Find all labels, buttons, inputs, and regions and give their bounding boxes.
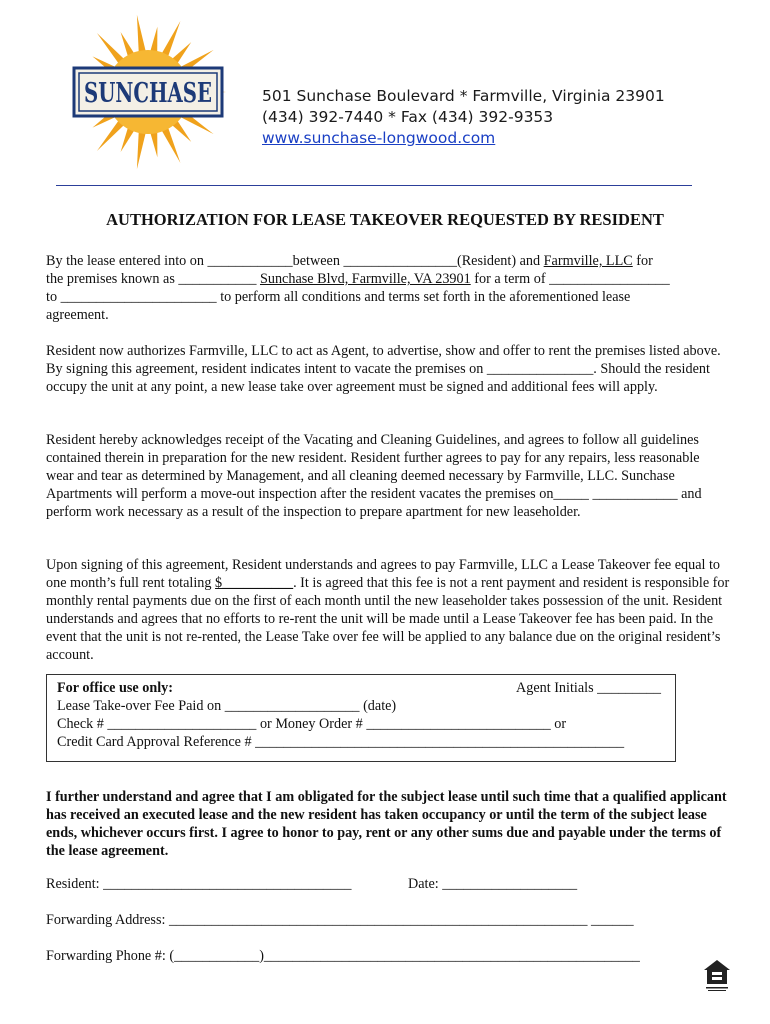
website-link[interactable]: www.sunchase-longwood.com <box>262 129 496 147</box>
sunchase-logo <box>68 12 228 172</box>
sun-ray <box>161 21 180 57</box>
vacating-guidelines-paragraph: Resident hereby acknowledges receipt of the Vacating and Cleaning Guidelines, and agrees to follow all guidelines contained therein in preparation for the new resident. Resident further agrees to pay for any repairs, less reasonable wear and tear as determined by Management, and all cleaning deemed necessary by Farmville, LLC. Sunchase Apartments will perform a move-out inspection after the resident vacates the premises on_____ ____________ and perform work necessary as a result of the inspection to prepare apartment for new leaseholder. <box>46 432 702 520</box>
para1-line2: the premises known as ___________ <box>46 271 260 287</box>
para1-line4: agreement. <box>46 307 109 323</box>
sun-ray <box>137 131 146 169</box>
credit-card-reference-field: Credit Card Approval Reference # ____________________________________________________ <box>57 734 625 750</box>
rent-amount-field: $__________ <box>215 575 294 591</box>
sun-ray <box>97 33 125 64</box>
office-use-box <box>46 674 676 762</box>
logo-text: SUNCHASE <box>84 78 212 109</box>
forwarding-address-field: Forwarding Address: ___________________________________________________________ ______ <box>46 912 634 928</box>
date-field: Date: ___________________ <box>408 876 578 892</box>
landlord-name: Farmville, LLC <box>543 253 633 269</box>
fee-paid-field: Lease Take-over Fee Paid on ___________________ (date) <box>57 698 397 714</box>
resident-signature-field: Resident: ___________________________________ <box>46 876 352 892</box>
sun-ray <box>150 131 157 157</box>
sun-ray <box>137 15 146 53</box>
para1-line1-end: for <box>632 253 653 269</box>
obligation-paragraph: I further understand and agree that I am obligated for the subject lease until such time that a qualified applicant has received an executed lease and the new resident has taken occupancy or until the term of the subject lease ends, whichever occurs first. I agree to honor to pay, rent or any other sums due and payable under the terms of the lease agreement. <box>46 789 727 859</box>
para1-line3: to ______________________ to perform all conditions and terms set forth in the aforementioned lease <box>46 289 631 305</box>
phone-line: (434) 392-7440 * Fax (434) 392-9353 <box>262 108 554 126</box>
fee-text-a: Upon signing of this agreement, Resident understands and agrees to pay Farmville, LLC a Lease Takeover fee equal to one month’s full rent totaling <box>46 557 721 591</box>
office-heading: For office use only: <box>57 680 173 696</box>
address-line: 501 Sunchase Boulevard * Farmville, Virginia 23901 <box>262 87 665 105</box>
sun-ray <box>97 120 125 151</box>
para1-line1: By the lease entered into on ____________between ________________(Resident) and <box>46 253 544 269</box>
fee-text-b: . It is agreed that this fee is not a rent payment and resident is responsible for monthly rental payments due on the first of each month until the new leaseholder takes possession of the unit. Resident understands and agrees that no efforts to re-rent the unit will be made until a Lease Takeover fee has been paid. In the event that the unit is not re-rented, the Lease Take over fee will be applied to any balance due on the original resident’s account. <box>46 575 730 663</box>
check-money-order-field: Check # _____________________ or Money Order # __________________________ or <box>57 716 567 732</box>
forwarding-phone-field: Forwarding Phone #: (____________)_____________________________________________________ <box>46 948 640 964</box>
term-field: for a term of _________________ <box>470 271 670 287</box>
agent-initials-field: Agent Initials _________ <box>515 680 661 696</box>
lease-terms-paragraph <box>46 252 730 324</box>
document-title: AUTHORIZATION FOR LEASE TAKEOVER REQUESTED BY RESIDENT <box>106 210 664 229</box>
premises-address: Sunchase Blvd, Farmville, VA 23901 <box>259 271 471 287</box>
takeover-fee-paragraph <box>46 556 730 664</box>
header-contact <box>262 86 665 149</box>
sun-ray <box>150 27 157 53</box>
equal-housing-icon <box>702 958 732 992</box>
header-divider <box>56 185 692 186</box>
agent-authorization-paragraph: Resident now authorizes Farmville, LLC to act as Agent, to advertise, show and offer to rent the premises listed above. By signing this agreement, resident indicates intent to vacate the premises on _______________. Should the resident occupy the unit at any point, a new lease take over agreement must be signed and additional fees will apply. <box>46 343 721 395</box>
sun-ray <box>161 127 180 163</box>
